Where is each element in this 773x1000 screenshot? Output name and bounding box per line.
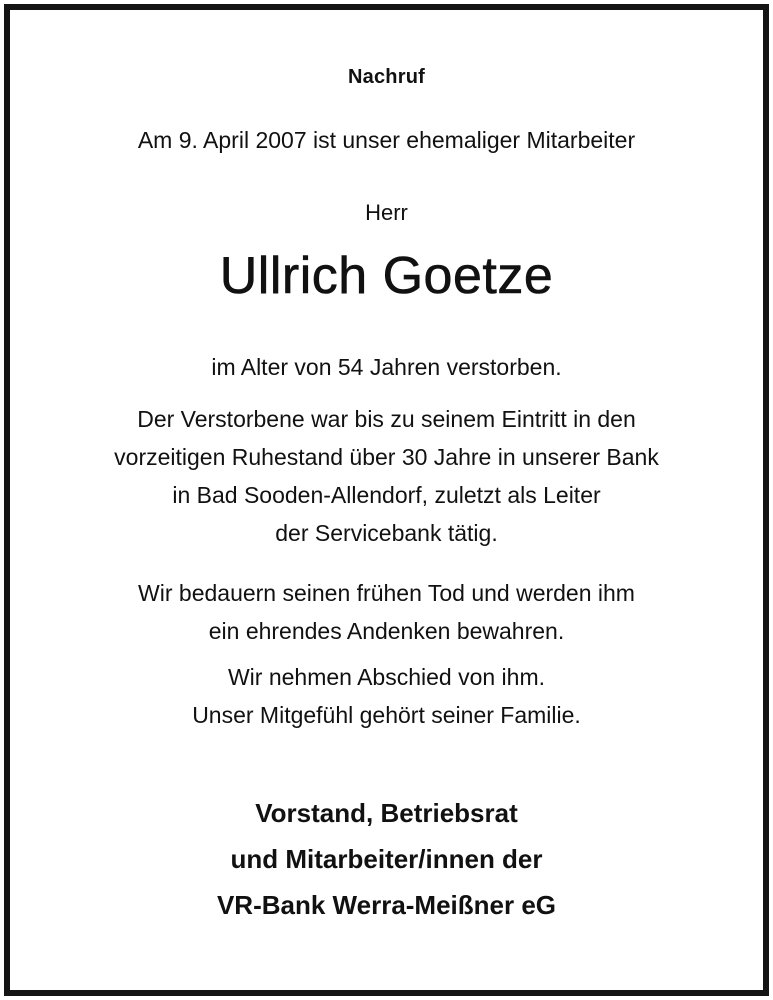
farewell-paragraph bbox=[10, 658, 763, 734]
deceased-name: Ullrich Goetze bbox=[219, 247, 554, 305]
farewell-line: Unser Mitgefühl gehört seiner Familie. bbox=[192, 702, 581, 728]
obituary-heading: Nachruf bbox=[348, 66, 425, 88]
farewell-line: Wir nehmen Abschied von ihm. bbox=[227, 664, 546, 690]
regret-line: ein ehrendes Andenken bewahren. bbox=[208, 618, 565, 644]
career-paragraph bbox=[10, 400, 763, 552]
career-line: der Servicebank tätig. bbox=[275, 520, 498, 546]
career-line: vorzeitigen Ruhestand über 30 Jahre in unserer Bank bbox=[114, 444, 659, 470]
signature-line: und Mitarbeiter/innen der bbox=[230, 844, 543, 874]
salutation: Herr bbox=[365, 200, 408, 225]
career-line: in Bad Sooden-Allendorf, zuletzt als Leiter bbox=[172, 482, 601, 508]
intro-line: Am 9. April 2007 ist unser ehemaliger Mitarbeiter bbox=[137, 127, 636, 153]
obituary-frame bbox=[4, 4, 769, 996]
signature-line: Vorstand, Betriebsrat bbox=[255, 798, 518, 828]
regret-line: Wir bedauern seinen frühen Tod und werden ihm bbox=[138, 580, 635, 606]
age-line: im Alter von 54 Jahren verstorben. bbox=[211, 354, 562, 380]
career-line: Der Verstorbene war bis zu seinem Eintritt in den bbox=[137, 406, 636, 432]
regret-paragraph bbox=[10, 574, 763, 650]
signature-block bbox=[10, 790, 763, 928]
signature-line: VR-Bank Werra-Meißner eG bbox=[216, 890, 557, 920]
age-paragraph bbox=[10, 348, 763, 386]
